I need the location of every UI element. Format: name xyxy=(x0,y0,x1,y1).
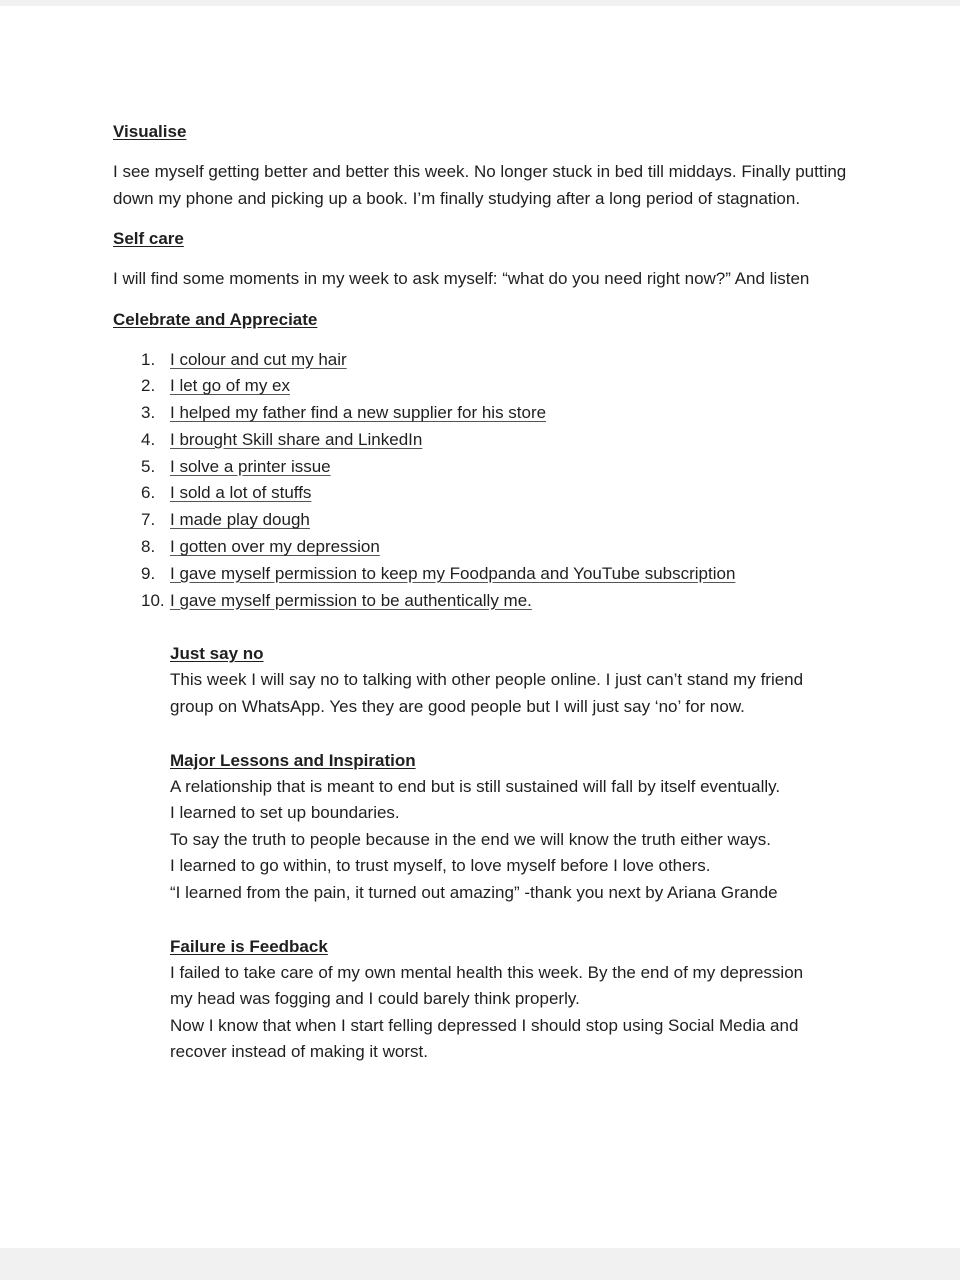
list-item-number: 1. xyxy=(141,349,156,369)
list-item-text: I helped my father find a new supplier for his store xyxy=(170,403,547,423)
lessons-line: I learned to set up boundaries. xyxy=(170,803,400,823)
self-care-heading: Self care xyxy=(113,229,184,248)
list-item-text: I brought Skill share and LinkedIn xyxy=(170,429,423,449)
list-item xyxy=(113,454,853,481)
failure-line: my head was fogging and I could barely think properly. xyxy=(170,989,580,1009)
failure-line: recover instead of making it worst. xyxy=(170,1042,428,1062)
document-content xyxy=(113,119,853,1066)
just-say-no-line: group on WhatsApp. Yes they are good people but I will just say ‘no’ for now. xyxy=(170,697,745,717)
list-item xyxy=(113,507,853,534)
just-say-no-heading: Just say no xyxy=(170,644,264,664)
list-item-number: 4. xyxy=(141,429,156,449)
list-item-number: 5. xyxy=(141,456,156,476)
list-item-number: 9. xyxy=(141,563,156,583)
list-item-number: 2. xyxy=(141,376,156,396)
list-item-number: 10. xyxy=(141,590,165,610)
list-item-number: 3. xyxy=(141,403,156,423)
list-item-text: I made play dough xyxy=(170,510,310,530)
document-page xyxy=(0,6,960,1248)
celebrate-list xyxy=(113,347,853,615)
list-item xyxy=(113,400,853,427)
list-item xyxy=(113,347,853,374)
failure-section xyxy=(170,934,860,1066)
lessons-heading: Major Lessons and Inspiration xyxy=(170,750,416,770)
list-item xyxy=(113,480,853,507)
lessons-line: A relationship that is meant to end but is still sustained will fall by itself eventually. xyxy=(170,776,781,796)
self-care-text: I will find some moments in my week to ask myself: “what do you need right now?” And listen xyxy=(113,269,810,288)
just-say-no-section xyxy=(170,641,860,720)
list-item-number: 8. xyxy=(141,537,156,557)
list-item-text: I colour and cut my hair xyxy=(170,349,347,369)
lessons-line: To say the truth to people because in the end we will know the truth either ways. xyxy=(170,829,772,849)
list-item-text: I solve a printer issue xyxy=(170,456,331,476)
lessons-line: “I learned from the pain, it turned out amazing” -thank you next by Ariana Grande xyxy=(170,883,778,903)
failure-line: Now I know that when I start felling depressed I should stop using Social Media and xyxy=(170,1015,799,1035)
failure-line: I failed to take care of my own mental health this week. By the end of my depression xyxy=(170,962,804,982)
list-item-text: I gotten over my depression xyxy=(170,537,380,557)
list-item-text: I sold a lot of stuffs xyxy=(170,483,312,503)
list-item-number: 7. xyxy=(141,510,156,530)
list-item-text: I let go of my ex xyxy=(170,376,290,396)
just-say-no-line: This week I will say no to talking with other people online. I just can’t stand my friend xyxy=(170,670,804,690)
visualise-heading: Visualise xyxy=(113,122,187,141)
list-item xyxy=(113,427,853,454)
visualise-text: I see myself getting better and better this week. No longer stuck in bed till middays. Finally putting down my phone and picking up a book. I’m finally studying after a long period of stagnation. xyxy=(113,162,847,208)
list-item xyxy=(113,373,853,400)
list-item xyxy=(113,588,853,615)
failure-heading: Failure is Feedback xyxy=(170,936,328,956)
list-item-text: I gave myself permission to keep my Foodpanda and YouTube subscription xyxy=(170,563,736,583)
lessons-section xyxy=(170,748,860,907)
celebrate-heading: Celebrate and Appreciate xyxy=(113,309,318,329)
lessons-line: I learned to go within, to trust myself, to love myself before I love others. xyxy=(170,856,711,876)
list-item-number: 6. xyxy=(141,483,156,503)
list-item xyxy=(113,534,853,561)
list-item xyxy=(113,561,853,588)
list-item-text: I gave myself permission to be authentically me. xyxy=(170,590,532,610)
